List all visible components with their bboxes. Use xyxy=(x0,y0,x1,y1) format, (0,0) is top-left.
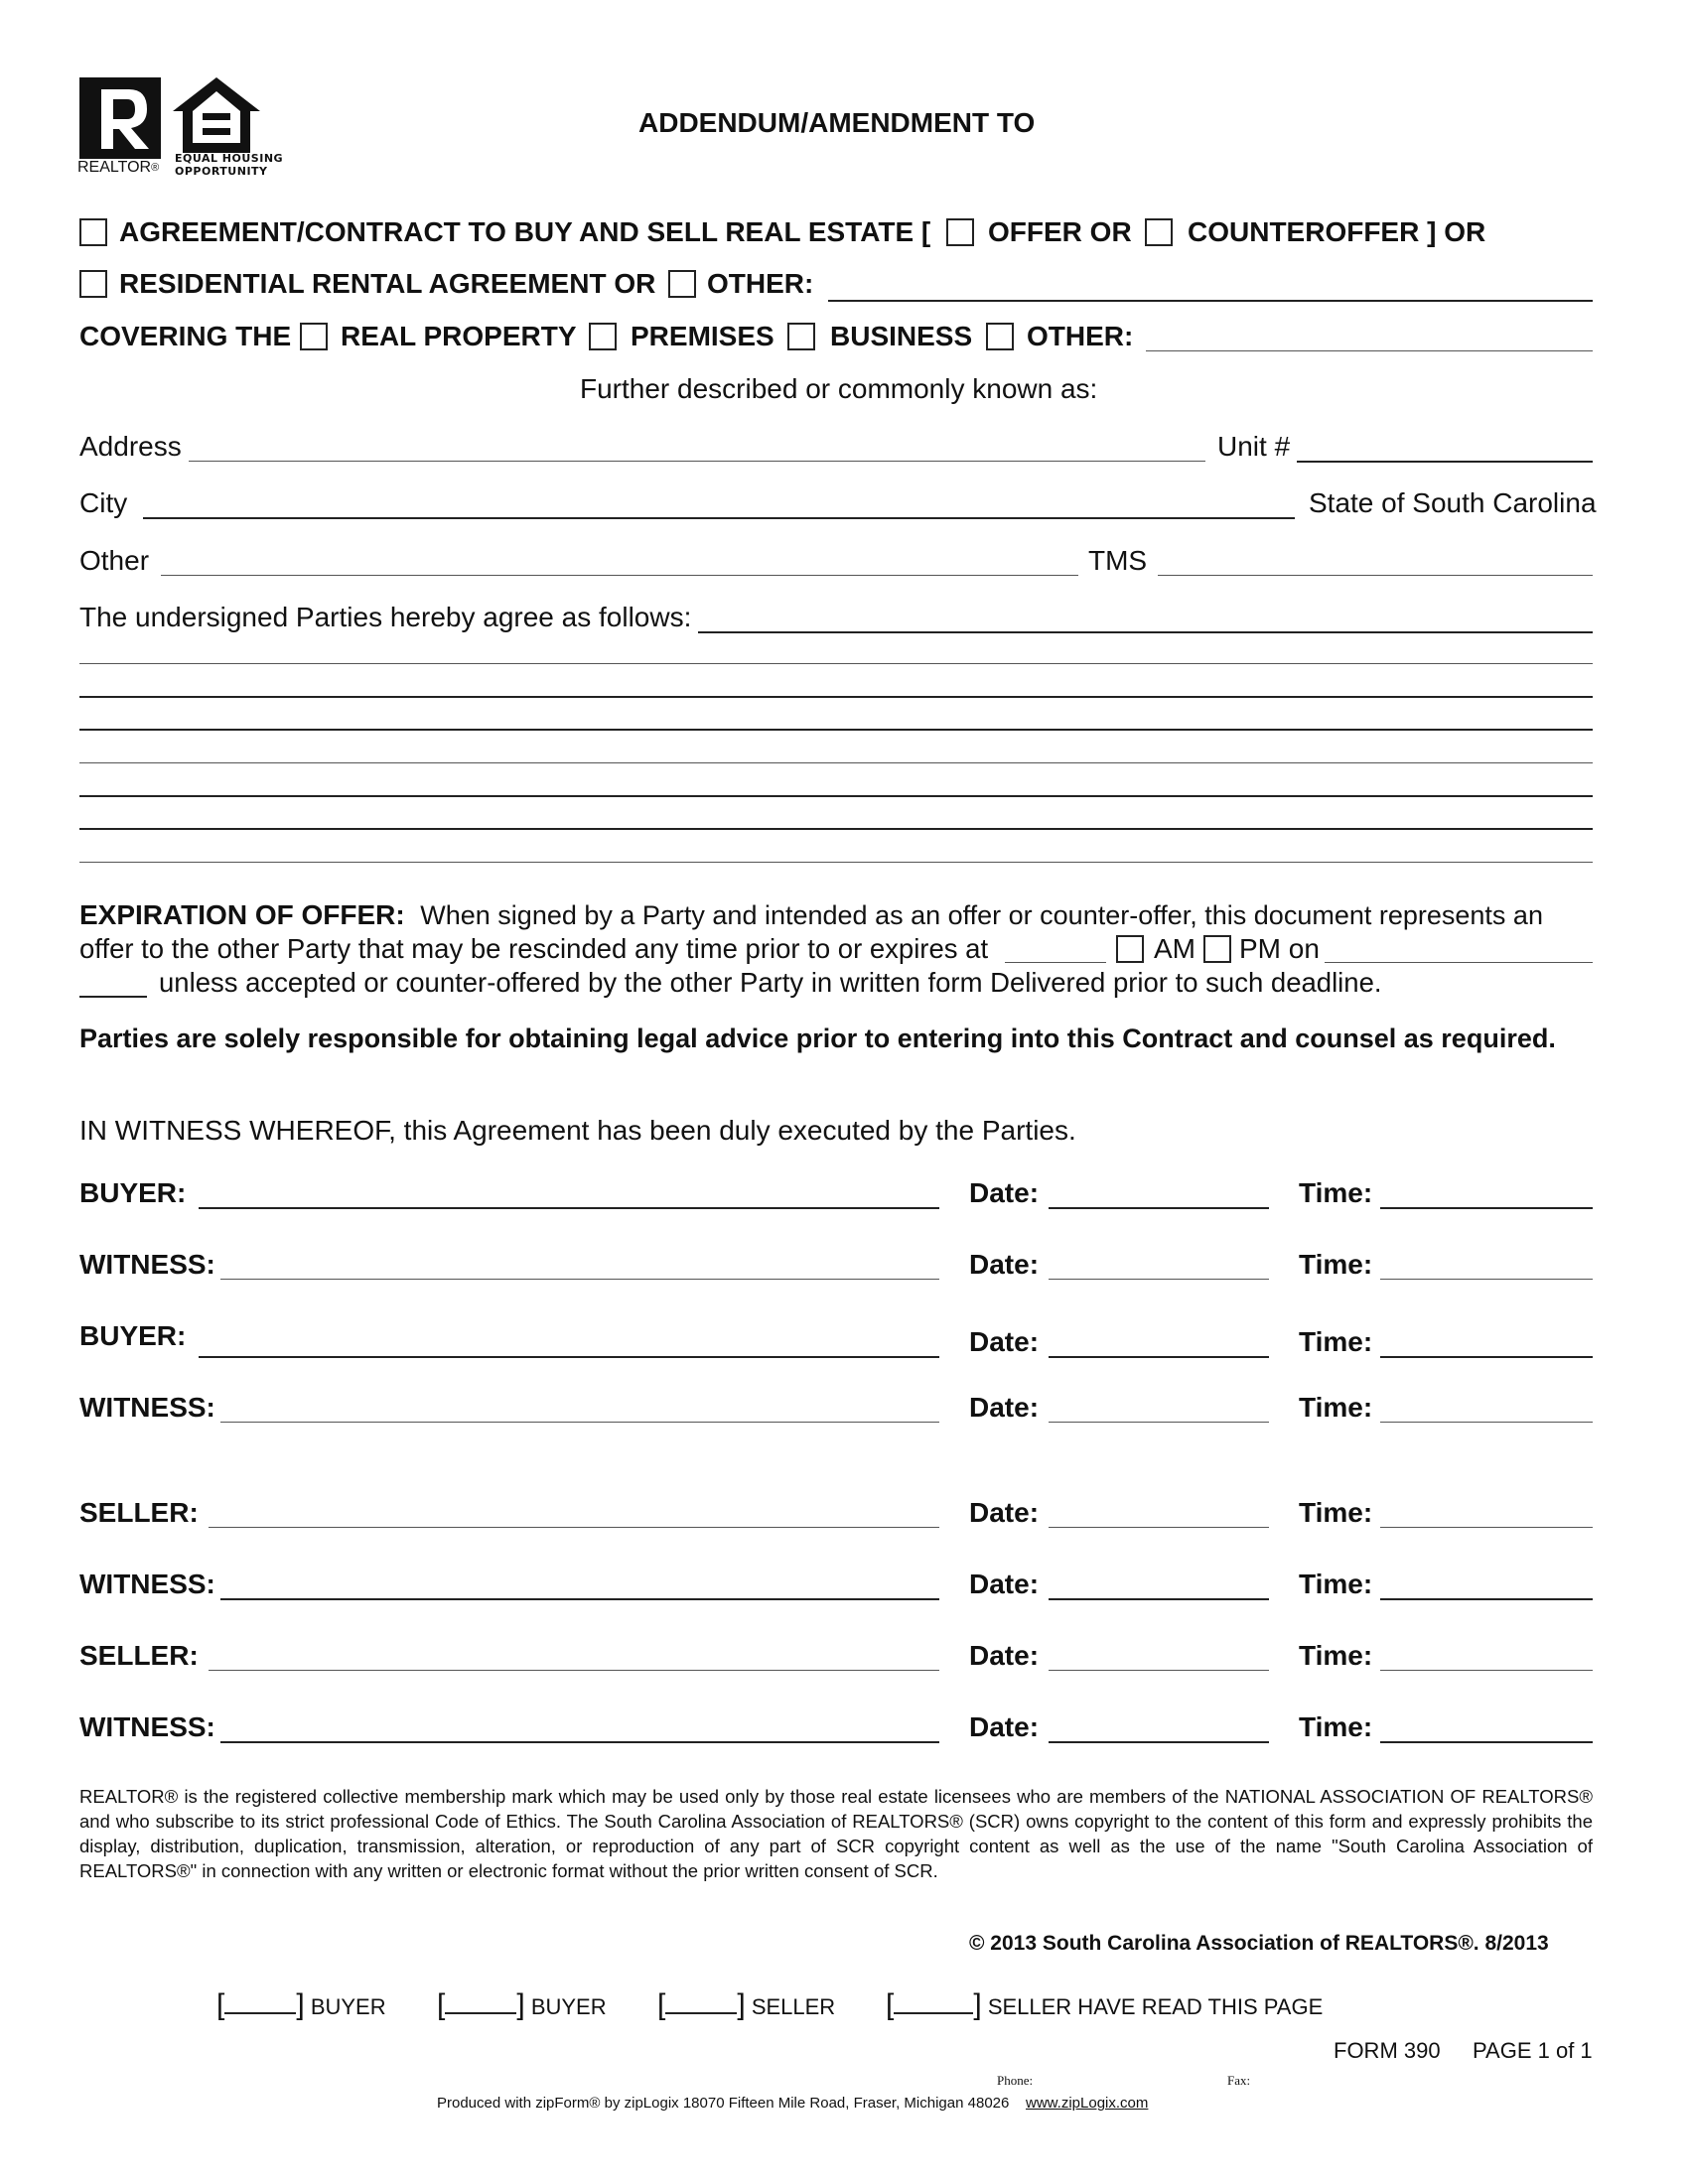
expiration-text1: When signed by a Party and intended as an offer or counter-offer, this document represents an xyxy=(420,900,1543,930)
date-label: Date: xyxy=(969,1640,1040,1671)
signature-field[interactable] xyxy=(199,1207,939,1209)
business-label: BUSINESS xyxy=(830,321,973,351)
unit-label: Unit # xyxy=(1217,431,1291,462)
signature-role-label: WITNESS: xyxy=(79,1392,215,1423)
expiration-heading: EXPIRATION OF OFFER: xyxy=(79,899,405,930)
am-label: AM xyxy=(1154,933,1196,964)
real-property-label: REAL PROPERTY xyxy=(341,321,577,351)
time-field[interactable] xyxy=(1380,1279,1593,1280)
signature-field[interactable] xyxy=(220,1422,939,1423)
copyright-line: © 2013 South Carolina Association of REALTORS®. 8/2013 xyxy=(969,1932,1549,1955)
date-label: Date: xyxy=(969,1711,1040,1742)
agreement-text-line[interactable] xyxy=(79,729,1593,731)
date-label: Date: xyxy=(969,1497,1040,1528)
signature-field[interactable] xyxy=(220,1741,939,1743)
copyright-notice: REALTOR® is the registered collective membership mark which may be used only by those real estate licensees who are members of the NATIONAL ASSOCIATION OF REALTORS® and who subscribe to its strict professional Code of Ethics. The South Carolina Association of REALTORS® (SCR) owns copyright to the content of this form and expressly prohibits the display, distribution, duplication, transmission, alteration, or reproduction of any part of SCR copyright content as well as the use of the name "South Carolina Association of REALTORS®" in connection with any written or electronic format without the prior written consent of SCR. xyxy=(79,1786,1593,1881)
signature-field[interactable] xyxy=(209,1527,939,1528)
signature-field[interactable] xyxy=(220,1598,939,1600)
premises-checkbox[interactable] xyxy=(589,323,617,350)
fax-label: Fax: xyxy=(1227,2073,1251,2088)
agreement-contract-label: AGREEMENT/CONTRACT TO BUY AND SELL REAL ESTATE [ xyxy=(119,216,931,247)
other-agreement-checkbox[interactable] xyxy=(668,270,696,298)
time-label: Time: xyxy=(1299,1711,1373,1742)
offer-label: OFFER OR xyxy=(988,216,1132,247)
am-checkbox[interactable] xyxy=(1116,935,1144,963)
date-label: Date: xyxy=(969,1177,1040,1208)
business-checkbox[interactable] xyxy=(787,323,815,350)
time-label: Time: xyxy=(1299,1640,1373,1671)
form-number: FORM 390 xyxy=(1334,2038,1441,2063)
eho-label-line2: OPPORTUNITY xyxy=(175,165,268,178)
time-label: Time: xyxy=(1299,1249,1373,1280)
unit-field[interactable] xyxy=(1297,461,1593,463)
signature-role-label: SELLER: xyxy=(79,1640,199,1671)
agreement-text-line[interactable] xyxy=(79,762,1593,763)
pm-checkbox[interactable] xyxy=(1203,935,1231,963)
other-covering-label: OTHER: xyxy=(1027,321,1134,351)
date-field[interactable] xyxy=(1049,1356,1269,1358)
phone-label: Phone: xyxy=(997,2073,1034,2088)
initials-buyer1[interactable]: [ ] BUYER xyxy=(216,1988,386,2021)
time-field[interactable] xyxy=(1380,1527,1593,1528)
rental-agreement-label: RESIDENTIAL RENTAL AGREEMENT OR xyxy=(119,268,656,299)
ziplogix-link[interactable]: www.zipLogix.com xyxy=(1026,2095,1149,2112)
other-label: Other xyxy=(79,545,150,576)
signature-field[interactable] xyxy=(209,1670,939,1671)
signature-role-label: BUYER: xyxy=(79,1177,187,1208)
date-field[interactable] xyxy=(1049,1598,1269,1600)
time-field[interactable] xyxy=(1380,1422,1593,1423)
form-title: ADDENDUM/AMENDMENT TO xyxy=(638,107,1036,138)
agreement-text-line[interactable] xyxy=(79,696,1593,698)
expiration-line3: unless accepted or counter-offered by the other Party in written form Delivered prior to such deadline. xyxy=(159,967,1382,998)
date-label: Date: xyxy=(969,1569,1040,1599)
other-field[interactable] xyxy=(161,575,1078,576)
legal-notice: Parties are solely responsible for obtaining legal advice prior to entering into this Contract and counsel as required. xyxy=(79,1024,1556,1053)
address-label: Address xyxy=(79,431,182,462)
signature-role-label: WITNESS: xyxy=(79,1249,215,1280)
signature-role-label: BUYER: xyxy=(79,1320,187,1351)
date-field[interactable] xyxy=(1049,1527,1269,1528)
date-field[interactable] xyxy=(1049,1422,1269,1423)
expiration-line2: offer to the other Party that may be rescinded any time prior to or expires at xyxy=(79,933,989,964)
expiration-date-field[interactable] xyxy=(1325,962,1593,963)
initials-buyer2[interactable]: [ ] BUYER xyxy=(437,1988,607,2021)
signature-role-label: SELLER: xyxy=(79,1497,199,1528)
tms-field[interactable] xyxy=(1158,575,1593,576)
agreement-text-line[interactable] xyxy=(79,828,1593,830)
initials-seller2[interactable]: [ ] SELLER HAVE READ THIS PAGE xyxy=(886,1988,1324,2021)
time-field[interactable] xyxy=(1380,1356,1593,1358)
expiration-time-field[interactable] xyxy=(1005,962,1106,963)
date-field[interactable] xyxy=(1049,1670,1269,1671)
tms-label: TMS xyxy=(1088,545,1148,576)
equal-housing-icon xyxy=(171,75,262,155)
witness-whereof: IN WITNESS WHEREOF, this Agreement has been duly executed by the Parties. xyxy=(79,1115,1076,1146)
offer-checkbox[interactable] xyxy=(946,218,974,246)
state-label: State of South Carolina xyxy=(1309,487,1597,518)
time-field[interactable] xyxy=(1380,1207,1593,1209)
time-field[interactable] xyxy=(1380,1598,1593,1600)
address-field[interactable] xyxy=(189,461,1205,462)
counteroffer-checkbox[interactable] xyxy=(1145,218,1173,246)
described-label: Further described or commonly known as: xyxy=(580,373,1098,404)
other-covering-checkbox[interactable] xyxy=(986,323,1014,350)
time-field[interactable] xyxy=(1380,1670,1593,1671)
signature-role-label: WITNESS: xyxy=(79,1711,215,1742)
realtor-logo xyxy=(79,77,161,159)
expiration-line1 xyxy=(79,899,1543,931)
time-label: Time: xyxy=(1299,1569,1373,1599)
eho-label-line1: EQUAL HOUSING xyxy=(175,152,284,165)
time-label: Time: xyxy=(1299,1177,1373,1208)
expiration-year-field[interactable] xyxy=(79,996,147,998)
other-agreement-label: OTHER: xyxy=(707,268,814,299)
agreement-text-line[interactable] xyxy=(79,663,1593,664)
agree-field-first[interactable] xyxy=(698,631,1593,633)
date-label: Date: xyxy=(969,1392,1040,1423)
time-label: Time: xyxy=(1299,1497,1373,1528)
agree-label: The undersigned Parties hereby agree as follows: xyxy=(79,602,692,632)
realtor-label: REALTOR® xyxy=(77,159,160,176)
page-number: PAGE 1 of 1 xyxy=(1473,2038,1593,2063)
other-covering-field[interactable] xyxy=(1146,350,1593,351)
signature-field[interactable] xyxy=(220,1279,939,1280)
city-field[interactable] xyxy=(143,517,1295,519)
date-field[interactable] xyxy=(1049,1741,1269,1743)
date-label: Date: xyxy=(969,1326,1040,1357)
date-field[interactable] xyxy=(1049,1279,1269,1280)
agreement-text-line[interactable] xyxy=(79,862,1593,863)
rental-agreement-checkbox[interactable] xyxy=(79,270,107,298)
counteroffer-label: COUNTEROFFER ] OR xyxy=(1188,216,1486,247)
time-field[interactable] xyxy=(1380,1741,1593,1743)
time-label: Time: xyxy=(1299,1392,1373,1423)
covering-label: COVERING THE xyxy=(79,321,292,351)
time-label: Time: xyxy=(1299,1326,1373,1357)
agreement-text-line[interactable] xyxy=(79,795,1593,797)
agreement-contract-checkbox[interactable] xyxy=(79,218,107,246)
date-label: Date: xyxy=(969,1249,1040,1280)
real-property-checkbox[interactable] xyxy=(300,323,328,350)
other-agreement-field[interactable] xyxy=(828,300,1593,302)
premises-label: PREMISES xyxy=(631,321,774,351)
initials-seller1[interactable]: [ ] SELLER xyxy=(657,1988,836,2021)
signature-role-label: WITNESS: xyxy=(79,1569,215,1599)
produced-by: Produced with zipForm® by zipLogix 18070 Fifteen Mile Road, Fraser, Michigan 48026 www.zipLogix.com xyxy=(437,2095,1149,2112)
pm-label: PM on xyxy=(1239,933,1320,964)
signature-field[interactable] xyxy=(199,1356,939,1358)
date-field[interactable] xyxy=(1049,1207,1269,1209)
city-label: City xyxy=(79,487,128,518)
